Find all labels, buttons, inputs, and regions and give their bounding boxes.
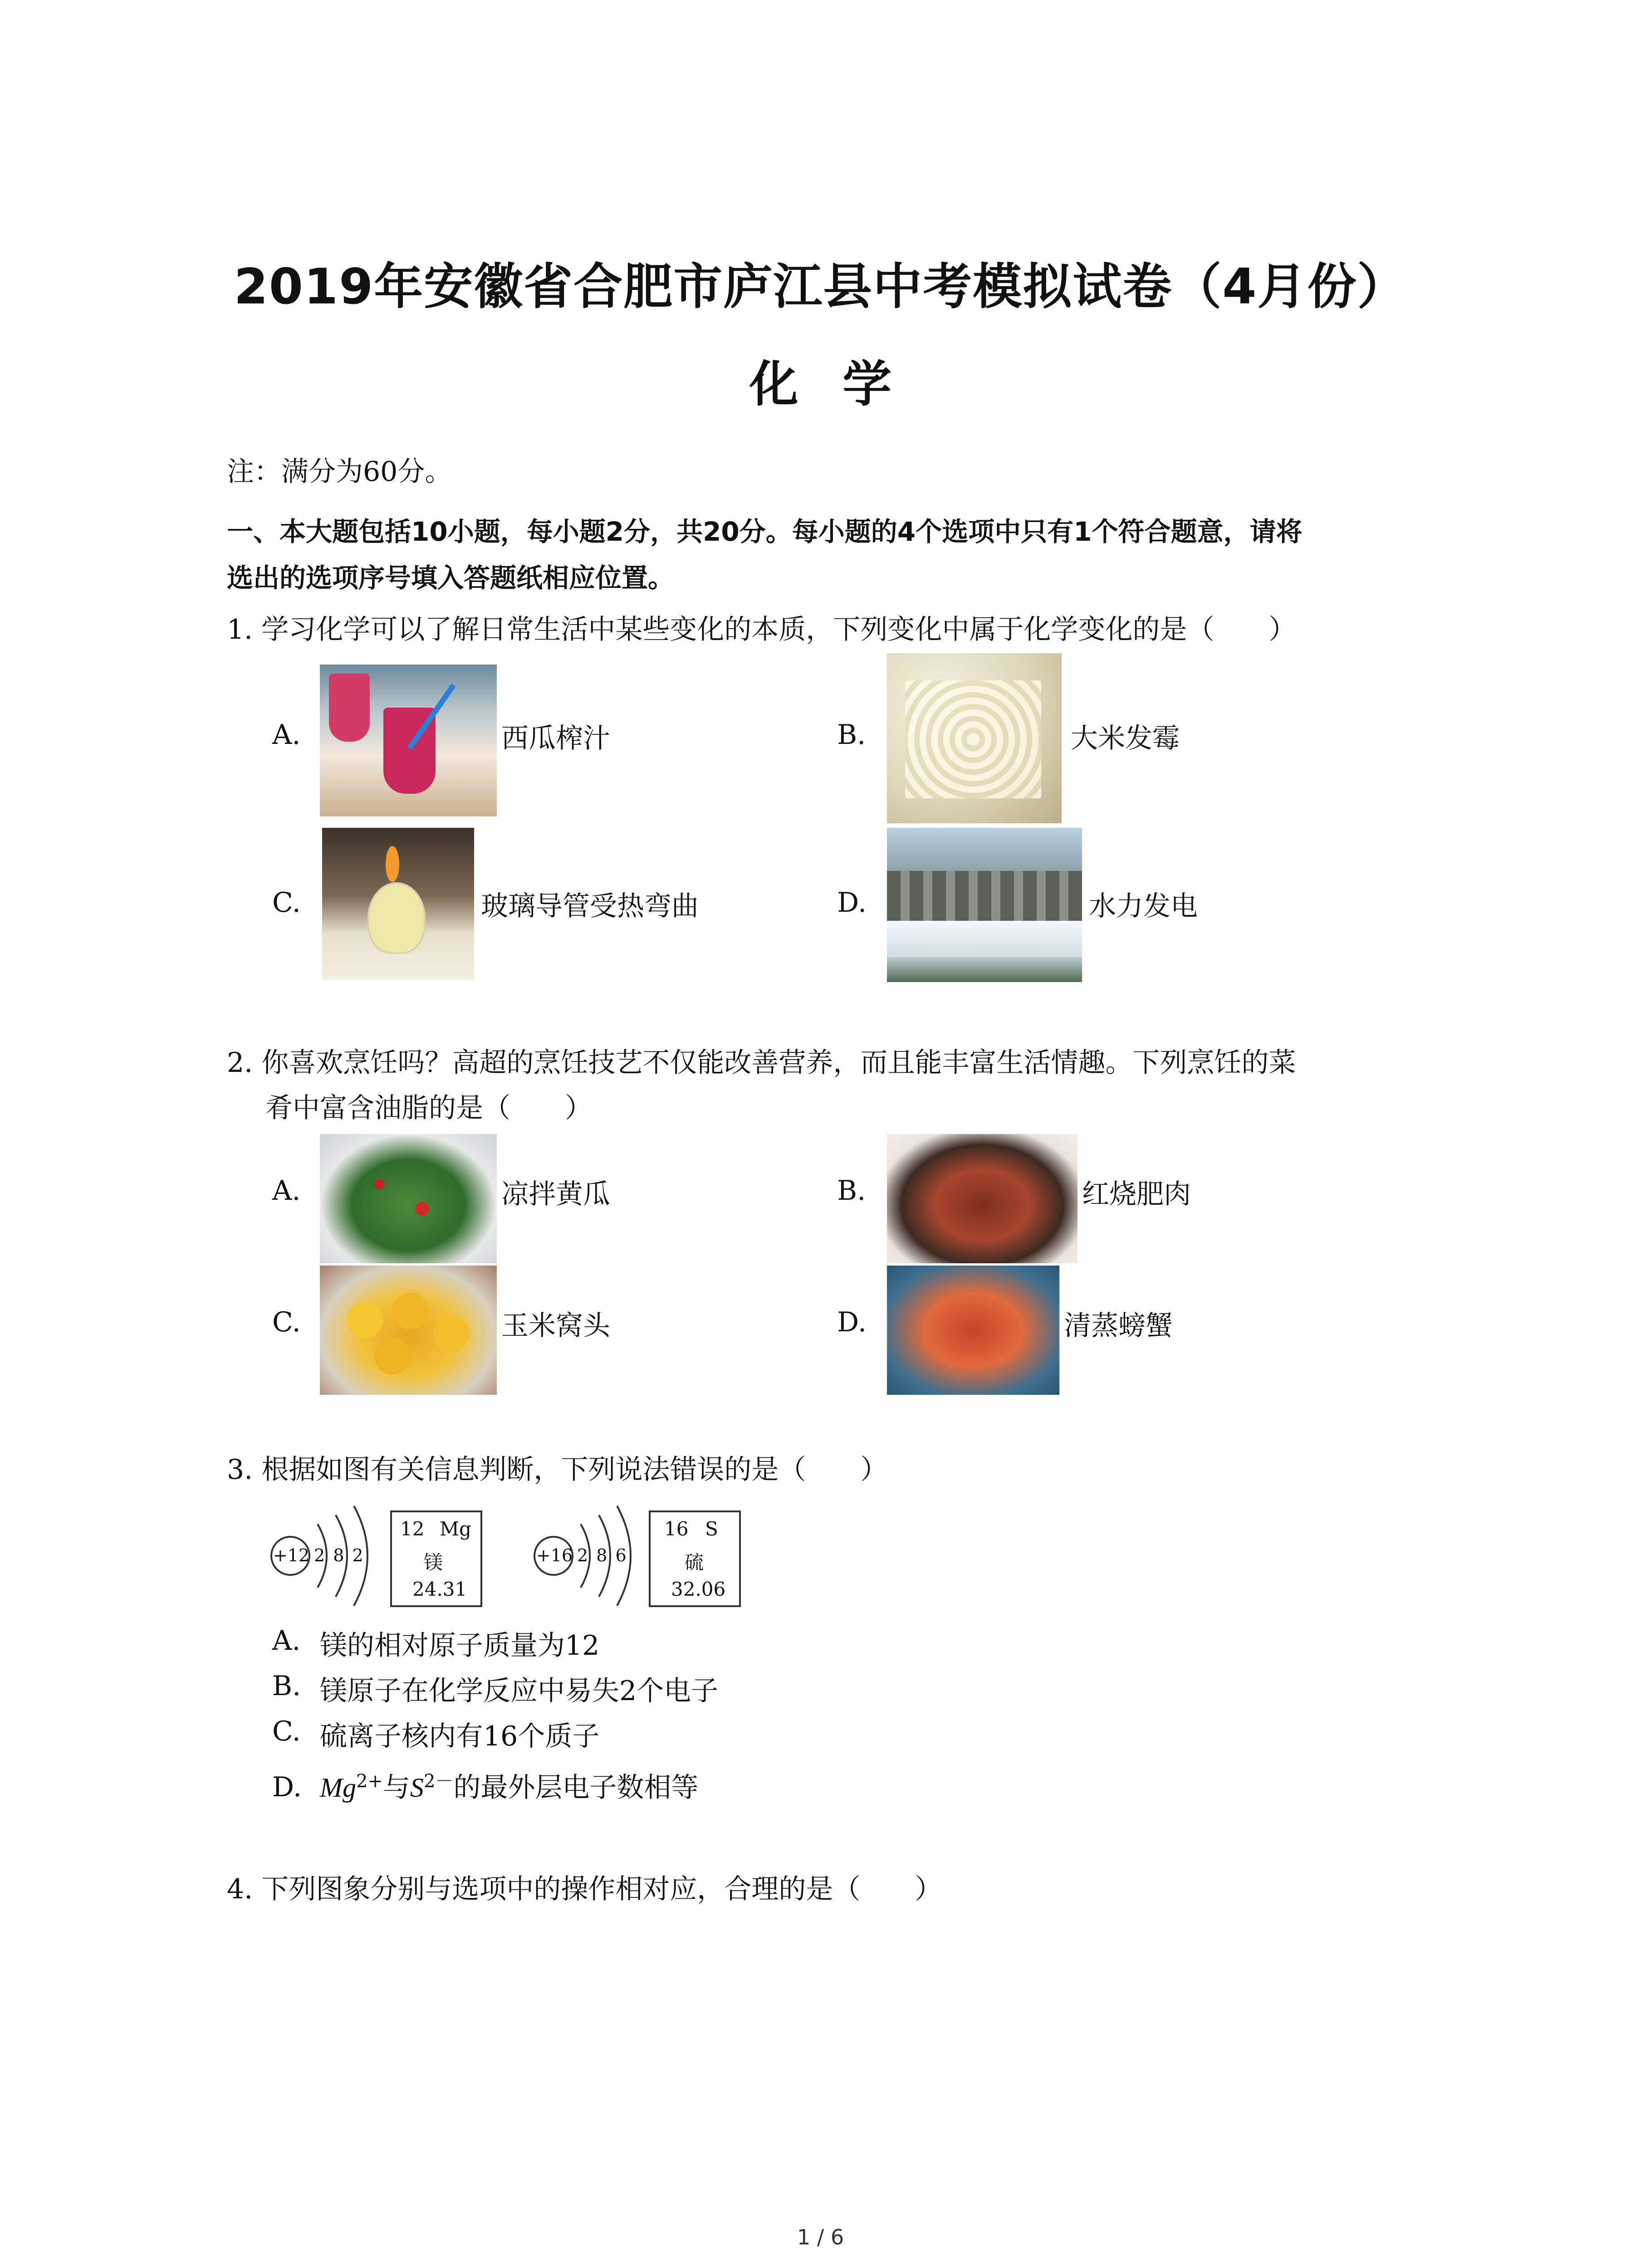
corn-bun-photo: [320, 1266, 497, 1395]
q1-option-b-letter: B.: [837, 719, 866, 751]
s-electron-shells: 2 8 6: [577, 1545, 627, 1565]
q3-option-d-text: $Mg^{2+}$与$S^{2-}$的最外层电子数相等: [320, 1771, 699, 1804]
q3-option-c-text: 硫离子核内有16个质子: [320, 1721, 600, 1752]
q3-atom-figure: [263, 1497, 762, 1615]
q2-option-b-caption: 红烧肥肉: [1082, 1178, 1191, 1210]
q3-option-a-letter: A.: [272, 1625, 301, 1657]
q1-option-c-letter: C.: [272, 887, 301, 919]
q1-option-b-caption: 大米发霉: [1071, 723, 1180, 754]
mg-atomic-number: 12: [400, 1518, 425, 1540]
q1-option-d-letter: D.: [837, 887, 867, 919]
q2-option-b-letter: B.: [837, 1175, 866, 1207]
q1-option-a-letter: A.: [272, 719, 301, 751]
q2-option-c-letter: C.: [272, 1306, 301, 1338]
page-title: 2019年安徽省合肥市庐江县中考模拟试卷（4月份）: [234, 259, 1407, 315]
section-1-instruction-line2: 选出的选项序号填入答题纸相应位置。: [227, 562, 675, 593]
section-1-instruction-line1: 一、本大题包括10小题，每小题2分，共20分。每小题的4个选项中只有1个符合题意，请将: [227, 516, 1303, 547]
q1-stem: 1. 学习化学可以了解日常生活中某些变化的本质，下列变化中属于化学变化的是（ ）: [227, 614, 1296, 645]
s-atomic-mass: 32.06: [671, 1578, 726, 1600]
q3-option-b-text: 镁原子在化学反应中易失2个电子: [320, 1675, 719, 1707]
s-symbol: S: [705, 1518, 718, 1540]
q2-option-d-letter: D.: [837, 1306, 867, 1338]
q3-option-c-letter: C.: [272, 1716, 301, 1747]
q2-stem-line2: 肴中富含油脂的是（ ）: [265, 1092, 592, 1124]
q2-stem-line1: 2. 你喜欢烹饪吗？高超的烹饪技艺不仅能改善营养，而且能丰富生活情趣。下列烹饪的菜: [227, 1047, 1296, 1079]
score-note: 注：满分为60分。: [227, 456, 452, 488]
mg-atomic-mass: 24.31: [412, 1578, 467, 1600]
q1-option-d-caption: 水力发电: [1089, 890, 1198, 922]
page-number: 1 / 6: [797, 2225, 844, 2249]
mg-nucleus-charge: +12: [273, 1545, 310, 1565]
s-nucleus-charge: +16: [536, 1545, 573, 1565]
q2-option-c-caption: 玉米窝头: [501, 1310, 610, 1342]
steamed-crab-photo: [887, 1266, 1059, 1395]
moldy-rice-photo: [887, 653, 1062, 823]
s-periodic-cell: [649, 1510, 741, 1607]
watermelon-juice-photo: [320, 665, 497, 816]
subject-title: 化 学: [749, 356, 892, 413]
q2-option-a-caption: 凉拌黄瓜: [501, 1178, 610, 1210]
q1-option-a-caption: 西瓜榨汁: [501, 723, 610, 754]
q3-option-b-letter: B.: [272, 1670, 301, 1702]
s-element-name: 硫: [685, 1551, 704, 1574]
glass-tube-heating-photo: [322, 828, 474, 980]
q1-option-c-caption: 玻璃导管受热弯曲: [481, 890, 699, 922]
q4-stem: 4. 下列图象分别与选项中的操作相对应，合理的是（ ）: [227, 1873, 942, 1905]
mg-electron-shells: 2 8 2: [314, 1545, 363, 1565]
braised-pork-photo: [887, 1134, 1078, 1263]
hydropower-dam-photo: [887, 828, 1082, 982]
s-atomic-number: 16: [664, 1518, 689, 1540]
q3-option-a-text: 镁的相对原子质量为12: [320, 1630, 600, 1662]
q2-option-a-letter: A.: [272, 1175, 301, 1207]
q3-option-d-letter: D.: [272, 1771, 302, 1803]
mg-periodic-cell: [390, 1510, 482, 1607]
q2-option-d-caption: 清蒸螃蟹: [1064, 1310, 1173, 1342]
cucumber-salad-photo: [320, 1134, 497, 1263]
mg-element-name: 镁: [424, 1551, 443, 1574]
mg-symbol: Mg: [440, 1518, 471, 1540]
q3-stem: 3. 根据如图有关信息判断，下列说法错误的是（ ）: [227, 1454, 888, 1486]
